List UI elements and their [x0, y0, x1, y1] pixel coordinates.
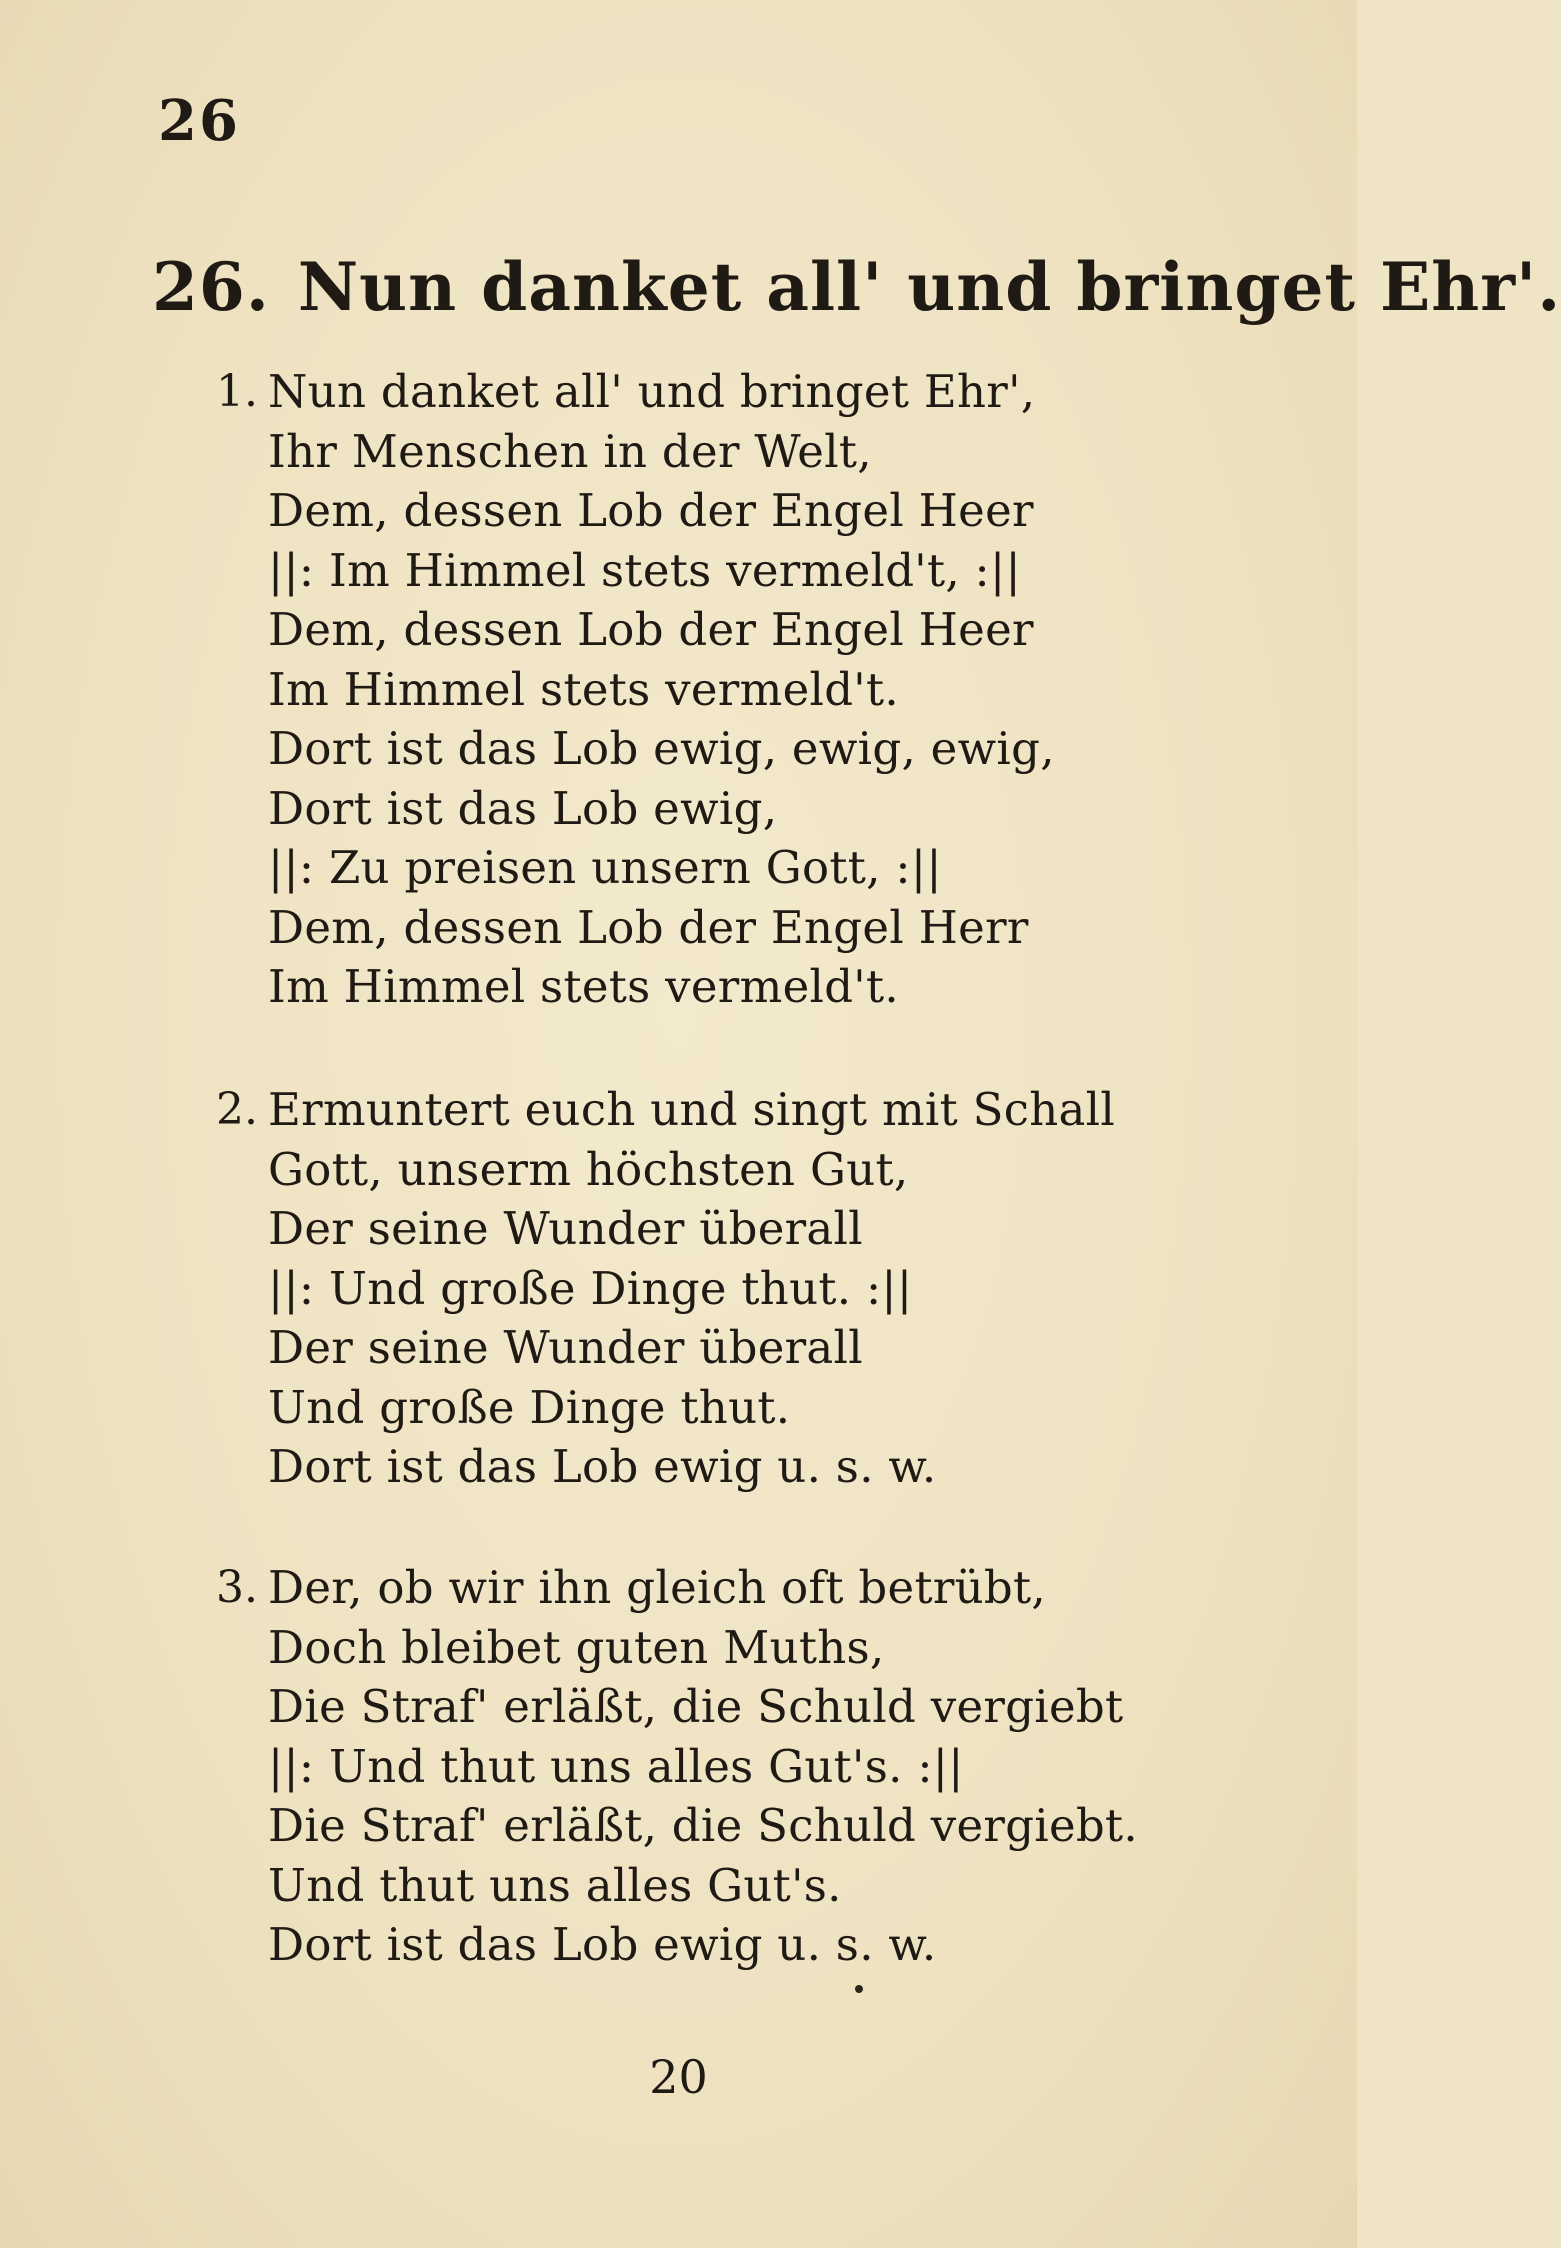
- ink-speck: [855, 1985, 863, 1993]
- verse-line: Gott, unserm höchsten Gut,: [268, 1142, 909, 1196]
- page-number: 26: [158, 88, 240, 154]
- verse-number: 2.: [216, 1084, 258, 1135]
- hymn-heading: [152, 248, 1561, 326]
- verse-lines: [268, 1080, 1298, 1497]
- verse-line: ||: Im Himmel stets vermeld't, :||: [268, 543, 1021, 597]
- verse-number: 3.: [216, 1562, 258, 1613]
- verse-line: Im Himmel stets vermeld't.: [268, 960, 899, 1013]
- verse-line: Und thut uns alles Gut's.: [268, 1858, 842, 1912]
- verse-line: Ermuntert euch und singt mit Schall: [268, 1083, 1116, 1136]
- verse-line: Dem, dessen Lob der Engel Heer: [268, 603, 1034, 656]
- verse-line: Dort ist das Lob ewig, ewig, ewig,: [268, 722, 1055, 775]
- verse-line: Nun danket all' und bringet Ehr',: [268, 365, 1036, 418]
- verse-line: Die Straf' erläßt, die Schuld vergiebt: [268, 1680, 1124, 1733]
- verse-line: Ihr Menschen in der Welt,: [268, 424, 872, 478]
- verse-line: Dort ist das Lob ewig u. s. w.: [268, 1440, 937, 1493]
- verse-line: Und große Dinge thut.: [268, 1380, 791, 1434]
- folio-number: 20: [649, 2050, 708, 2104]
- verse-line: Im Himmel stets vermeld't.: [268, 662, 899, 716]
- verse-line: Die Straf' erläßt, die Schuld vergiebt.: [268, 1799, 1139, 1852]
- verse-line: Doch bleibet guten Muths,: [268, 1620, 885, 1674]
- verse-number: 1.: [216, 366, 258, 417]
- verse-line: Dort ist das Lob ewig,: [268, 781, 778, 835]
- verse-line: ||: Und große Dinge thut. :||: [268, 1261, 913, 1315]
- verse-line: Dem, dessen Lob der Engel Heer: [268, 484, 1034, 537]
- verse-line: Dort ist das Lob ewig u. s. w.: [268, 1918, 937, 1971]
- verse-line: Der seine Wunder überall: [268, 1321, 863, 1374]
- verse-line: Der, ob wir ihn gleich oft betrübt,: [268, 1561, 1047, 1614]
- hymn-title: Nun danket all' und bringet Ehr'.: [297, 248, 1561, 326]
- verse-lines: [268, 1558, 1298, 1975]
- verse-line: Dem, dessen Lob der Engel Herr: [268, 900, 1029, 954]
- verse-lines: [268, 362, 1298, 1017]
- verse-line: ||: Und thut uns alles Gut's. :||: [268, 1739, 964, 1793]
- verse-line: Der seine Wunder überall: [268, 1202, 863, 1255]
- verse-line: ||: Zu preisen unsern Gott, :||: [268, 841, 942, 894]
- hymn-number: 26.: [152, 248, 270, 326]
